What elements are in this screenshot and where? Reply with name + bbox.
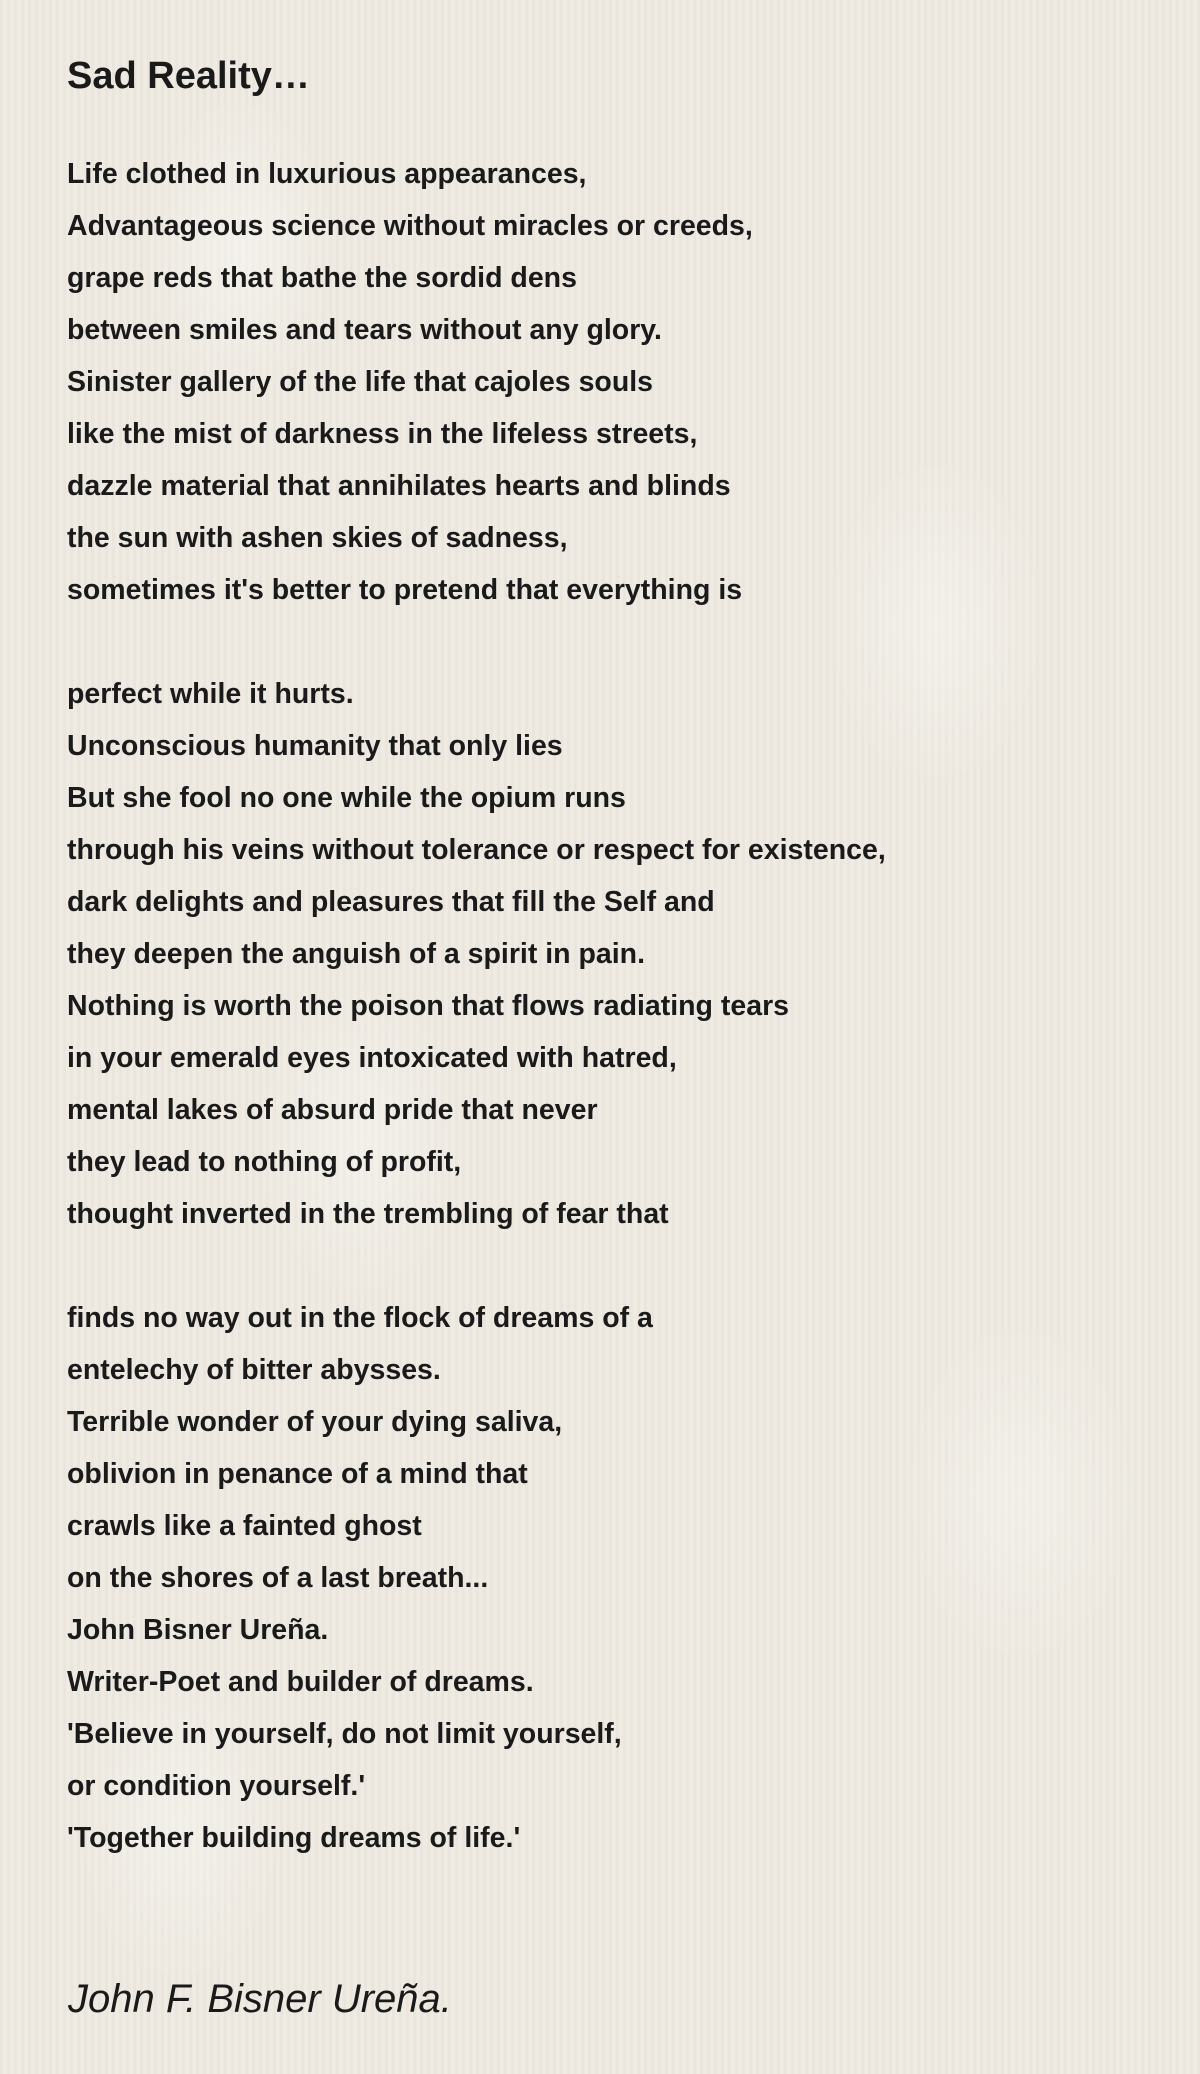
poem-body [67, 148, 1147, 1916]
poem-line: Writer-Poet and builder of dreams. [67, 1666, 534, 1698]
poem-line: finds no way out in the flock of dreams of a [67, 1302, 653, 1334]
poem-line: crawls like a fainted ghost [67, 1510, 422, 1542]
poem-line: Unconscious humanity that only lies [67, 730, 563, 762]
poem-line: Advantageous science without miracles or creeds, [67, 210, 753, 242]
poem-line: entelechy of bitter abysses. [67, 1354, 441, 1386]
stanza-2 [67, 668, 1147, 1240]
poem-line: on the shores of a last breath... [67, 1562, 489, 1594]
poem-line: between smiles and tears without any glory. [67, 314, 662, 346]
poem-title: Sad Reality… [67, 55, 310, 97]
poem-line: in your emerald eyes intoxicated with hatred, [67, 1042, 677, 1074]
poem-line: 'Believe in yourself, do not limit yourself, [67, 1718, 622, 1750]
poem-line: through his veins without tolerance or respect for existence, [67, 834, 886, 866]
poem-author: John F. Bisner Ureña. [68, 1977, 452, 2021]
poem-line: Sinister gallery of the life that cajoles souls [67, 366, 654, 398]
poem-line: oblivion in penance of a mind that [67, 1458, 528, 1490]
poem-line: mental lakes of absurd pride that never [67, 1094, 598, 1126]
stanza-3 [67, 1292, 1147, 1864]
poem-line: Nothing is worth the poison that flows radiating tears [67, 990, 790, 1022]
poem-line: 'Together building dreams of life.' [67, 1822, 521, 1854]
poem-line: But she fool no one while the opium runs [67, 782, 626, 814]
poem-line: like the mist of darkness in the lifeless streets, [67, 418, 698, 450]
poem-line: they lead to nothing of profit, [67, 1146, 462, 1178]
poem-line: Life clothed in luxurious appearances, [67, 158, 587, 190]
poem-line: perfect while it hurts. [67, 678, 354, 710]
poem-line: sometimes it's better to pretend that everything is [67, 574, 743, 606]
poem-line: dazzle material that annihilates hearts and blinds [67, 470, 731, 502]
poem-line: or condition yourself.' [67, 1770, 366, 1802]
poem-line: they deepen the anguish of a spirit in pain. [67, 938, 645, 970]
poem-line: grape reds that bathe the sordid dens [67, 262, 577, 294]
poem-line: John Bisner Ureña. [67, 1614, 329, 1646]
poem-line: Terrible wonder of your dying saliva, [67, 1406, 563, 1438]
poem-line: thought inverted in the trembling of fear that [67, 1198, 669, 1230]
stanza-1 [67, 148, 1147, 616]
poem-line: the sun with ashen skies of sadness, [67, 522, 568, 554]
poem-line: dark delights and pleasures that fill the Self and [67, 886, 715, 918]
